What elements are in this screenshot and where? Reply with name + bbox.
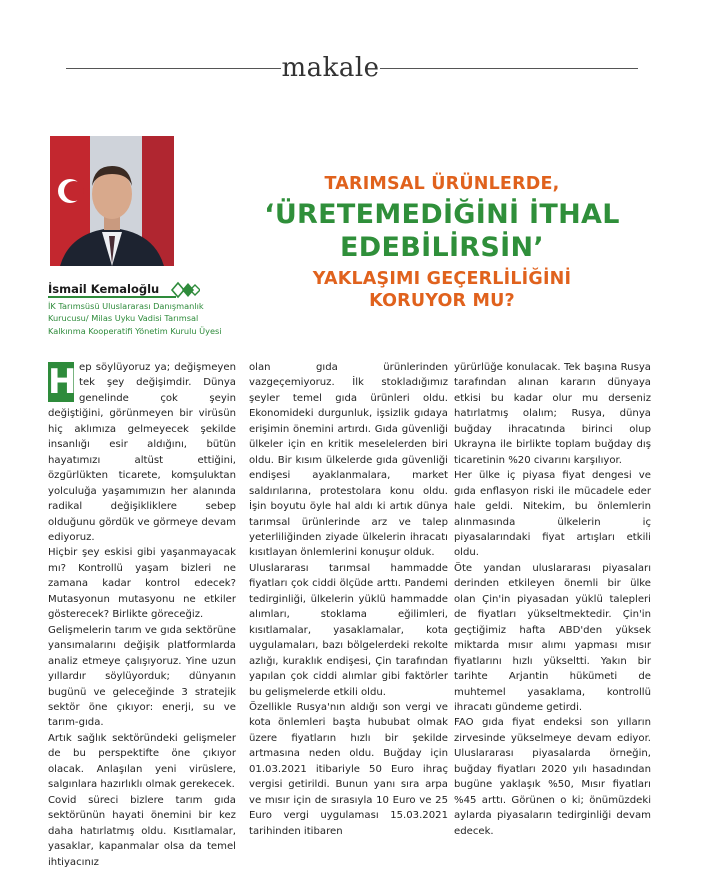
author-desc-line: Kalkınma Kooperatifi Yönetim Kurulu Üyesi xyxy=(48,325,222,336)
body-column-1 xyxy=(48,360,236,870)
header-rule-left xyxy=(66,68,281,69)
header-rule-right xyxy=(380,68,638,69)
paragraph-text: ep söylüyoruz ya; değişmeyen tek şey değişimdir. Dünya genelinde çok şeyin değiştiğini, görünmeyen bir virüsün hiç aklımıza gelmeyecek şekilde insanlığı esir aldığını, bütün hayatımızı altüst ettiğini, özgürlükten ticarete, komşuluktan yolculuğa yaşamımızın her alanında radikal değişikliklere sebep olduğunu gördük ve görmeye devam ediyoruz. xyxy=(48,362,236,543)
author-photo xyxy=(50,136,174,266)
article-title xyxy=(230,170,654,312)
title-line-2: ‘ÜRETEMEDİĞİNİ İTHAL xyxy=(264,199,620,230)
paragraph: Gelişmelerin tarım ve gıda sektörüne yansımalarını değişik platformlarda analiz etmeye çalışıyoruz. Yine uzun yıllardır söylüyorduk; dünyanın bugünü ve geleceğinde 3 stratejik sektör öne çıkıyor: enerji, su ve tarım-gıda. xyxy=(48,624,236,729)
section-label: makale xyxy=(281,53,380,83)
paragraph: Artık sağlık sektöründeki gelişmeler de bu perspektifte öne çıkıyor olacak. Anlaşılan yeni virüslere, salgınlara hazırlıklı olmak gerekecek. xyxy=(48,732,236,791)
section-header xyxy=(0,54,702,84)
title-line-3: EDEBİLİRSİN’ xyxy=(340,232,544,263)
paragraph: olan gıda ürünlerinden vazgeçemiyoruz. İlk stokladığımız şeyler temel gıda ürünleri oldu. Ekonomideki durgunluk, işsizlik gıdaya erişimin önemini artırdı. Gıda güvenliği ülkeler için en kritik meselelerden biri oldu. Bir kısım ülkelerde gıda güvenliği endişesi ayaklanmalara, market saldırılarına, protestolara konu oldu. İşin boyutu öyle hal aldı ki artık dünya tarımsal ürünlerinde arz ve talep yeterliliğinden ziyade ülkelerin ihracatı kısıtlayan önlemlerini konuşur olduk. xyxy=(249,362,448,559)
paragraph: FAO gıda fiyat endeksi son yılların zirvesinde yükselmeye devam ediyor. Uluslararası piyasalarda örneğin, buğday fiyatları 2020 yılı hasadından bugüne yaklaşık %50, Mısır fiyatları %45 arttı. Görünen o ki; önümüzdeki aylarda piyasaların tedirginliği devam edecek. xyxy=(454,717,651,837)
body-column-2 xyxy=(249,360,448,839)
title-line-1: TARIMSAL ÜRÜNLERDE, xyxy=(324,174,560,194)
paragraph: Öte yandan uluslararası piyasaları derinden etkileyen önemli bir ülke olan Çin'in piyasadan yüklü talepleri de fiyatları yükseltmektedir. Çin'in geçtiğimiz hafta ABD'den yüksek miktarda mısır alımı yapması mısır fiyatlarını hızlı yükseltti. Yakın bir tarihte Arjantin hükümeti de muhtemel yasaklama, kontrollü ihracatı gündeme getirdi. xyxy=(454,562,651,713)
author-logo-icon xyxy=(170,280,200,300)
paragraph xyxy=(48,360,236,545)
drop-cap: H xyxy=(48,362,77,402)
author-underline xyxy=(48,296,176,298)
author-desc-line: Kurucusu/ Milas Uyku Vadisi Tarımsal xyxy=(48,313,199,324)
title-line-5: KORUYOR MU? xyxy=(369,291,515,311)
title-line-4: YAKLAŞIMI GEÇERLİLİĞİNİ xyxy=(312,269,572,289)
paragraph: Özellikle Rusya'nın aldığı son vergi ve kota önlemleri başta hububat olmak üzere fiyatların hızlı bir şekilde artmasına neden oldu. Buğday için 01.03.2021 itibariyle 50 Euro ihraç vergisi getirildi. Bunun yanı sıra arpa ve mısır için de sırasıyla 10 Euro ve 25 Euro vergi uygulaması 15.03.2021 tarihinden itibaren xyxy=(249,701,448,837)
author-description xyxy=(48,300,248,337)
author-desc-line: İK Tarımsüsü Uluslararası Danışmanlık xyxy=(48,301,204,311)
paragraph: Hiçbir şey eskisi gibi yaşanmayacak mı? Kontrollü yaşam bizleri ne zamana kadar kontrol edecek? Mutasyonun mutasyonu ne etkiler gösterecek? Birlikte göreceğiz. xyxy=(48,547,236,621)
paragraph: yürürlüğe konulacak. Tek başına Rusya tarafından alınan kararın dünyaya etkisi bu kadar olur mu derseniz hatırlatmış olalım; Rusya, dünya buğday ihracatında birinci olup Ukrayna ile birlikte toplam buğday dış ticaretinin %20 civarını karşılıyor. xyxy=(454,362,651,466)
paragraph: Covid süreci bizlere tarım gıda sektörünün hayati önemini bir kez daha hatırlatmış oldu. Kısıtlamalar, yasaklar, kapanmalar olsa da temel ihtiyacınız xyxy=(48,794,236,868)
paragraph: Her ülke iç piyasa fiyat dengesi ve gıda enflasyon riski ile mücadele eder hale geldi. Nitekim, bu önlemlerin alınmasında ülkelerin iç piyasalarındaki fiyat artışları etkili oldu. xyxy=(454,470,651,559)
body-column-3 xyxy=(454,360,651,839)
author-name: İsmail Kemaloğlu xyxy=(48,282,160,296)
paragraph: Uluslararası tarımsal hammadde fiyatları çok ciddi ölçüde arttı. Pandemi tedirginliği, ülkelerin yüklü hammadde alımları, stoklama eğilimleri, kısıtlamalar, yasaklamalar, kota uygulamaları, bazı bölgelerdeki rekolte azlığı, kuraklık endişesi, Çin tarafından yapılan çok ciddi alımlar gibi faktörler bu gelişmelerde etkili oldu. xyxy=(249,562,448,698)
